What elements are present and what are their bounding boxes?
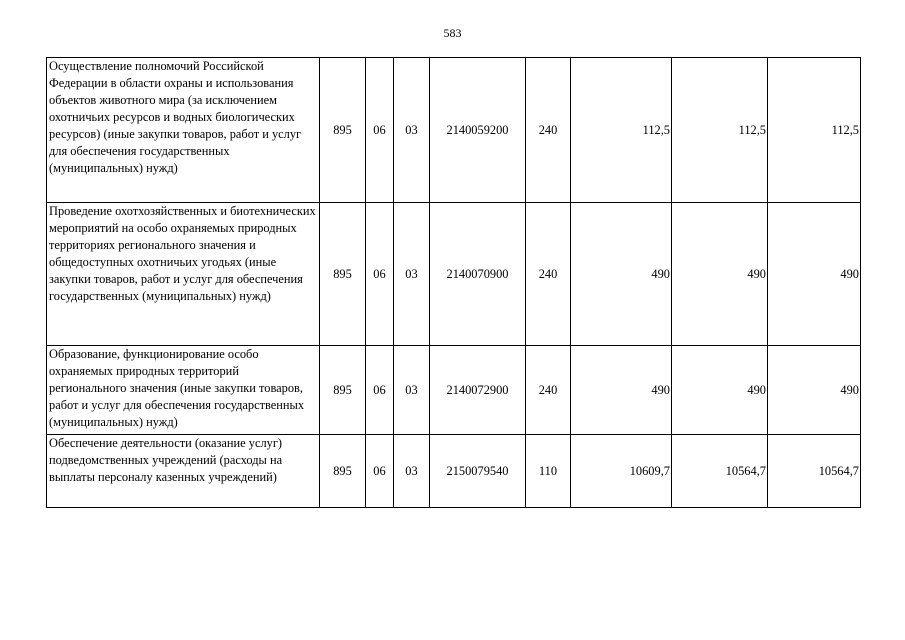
row-description: Образование, функционирование особо охраняемых природных территорий регионального значения (иные закупки товаров, работ и услуг для обеспечения государственных (муниципальных) нужд) <box>47 346 320 435</box>
expense-type-code: 240 <box>526 203 571 346</box>
ministry-code: 895 <box>320 58 366 203</box>
section-code: 06 <box>366 346 394 435</box>
section-code: 06 <box>366 203 394 346</box>
ministry-code: 895 <box>320 435 366 508</box>
amount-year-1: 10609,7 <box>571 435 672 508</box>
amount-year-1: 490 <box>571 203 672 346</box>
row-description: Осуществление полномочий Российской Федерации в области охраны и использования объектов животного мира (за исключением охотничьих ресурсов и водных биологических ресурсов) (иные закупки товаров, работ и услуг для обеспечения государственных (муниципальных) нужд) <box>47 58 320 203</box>
amount-year-3: 112,5 <box>768 58 861 203</box>
expense-type-code: 110 <box>526 435 571 508</box>
table-row <box>47 346 861 435</box>
subsection-code: 03 <box>394 58 430 203</box>
subsection-code: 03 <box>394 346 430 435</box>
target-article-code: 2140072900 <box>430 346 526 435</box>
amount-year-3: 490 <box>768 346 861 435</box>
ministry-code: 895 <box>320 346 366 435</box>
target-article-code: 2140059200 <box>430 58 526 203</box>
target-article-code: 2140070900 <box>430 203 526 346</box>
row-description: Проведение охотхозяйственных и биотехнических мероприятий на особо охраняемых природных территориях регионального значения и общедоступных охотничьих угодьях (иные закупки товаров, работ и услуг для обеспечения государственных (муниципальных) нужд) <box>47 203 320 346</box>
ministry-code: 895 <box>320 203 366 346</box>
amount-year-2: 490 <box>672 346 768 435</box>
expense-type-code: 240 <box>526 346 571 435</box>
amount-year-2: 490 <box>672 203 768 346</box>
section-code: 06 <box>366 58 394 203</box>
amount-year-2: 112,5 <box>672 58 768 203</box>
budget-table <box>46 57 861 508</box>
page-number: 583 <box>443 26 462 40</box>
amount-year-3: 10564,7 <box>768 435 861 508</box>
section-code: 06 <box>366 435 394 508</box>
table-row <box>47 435 861 508</box>
amount-year-1: 112,5 <box>571 58 672 203</box>
expense-type-code: 240 <box>526 58 571 203</box>
amount-year-2: 10564,7 <box>672 435 768 508</box>
table-row <box>47 58 861 203</box>
amount-year-1: 490 <box>571 346 672 435</box>
target-article-code: 2150079540 <box>430 435 526 508</box>
subsection-code: 03 <box>394 203 430 346</box>
table-row <box>47 203 861 346</box>
row-description: Обеспечение деятельности (оказание услуг) подведомственных учреждений (расходы на выплаты персоналу казенных учреждений) <box>47 435 320 508</box>
amount-year-3: 490 <box>768 203 861 346</box>
subsection-code: 03 <box>394 435 430 508</box>
